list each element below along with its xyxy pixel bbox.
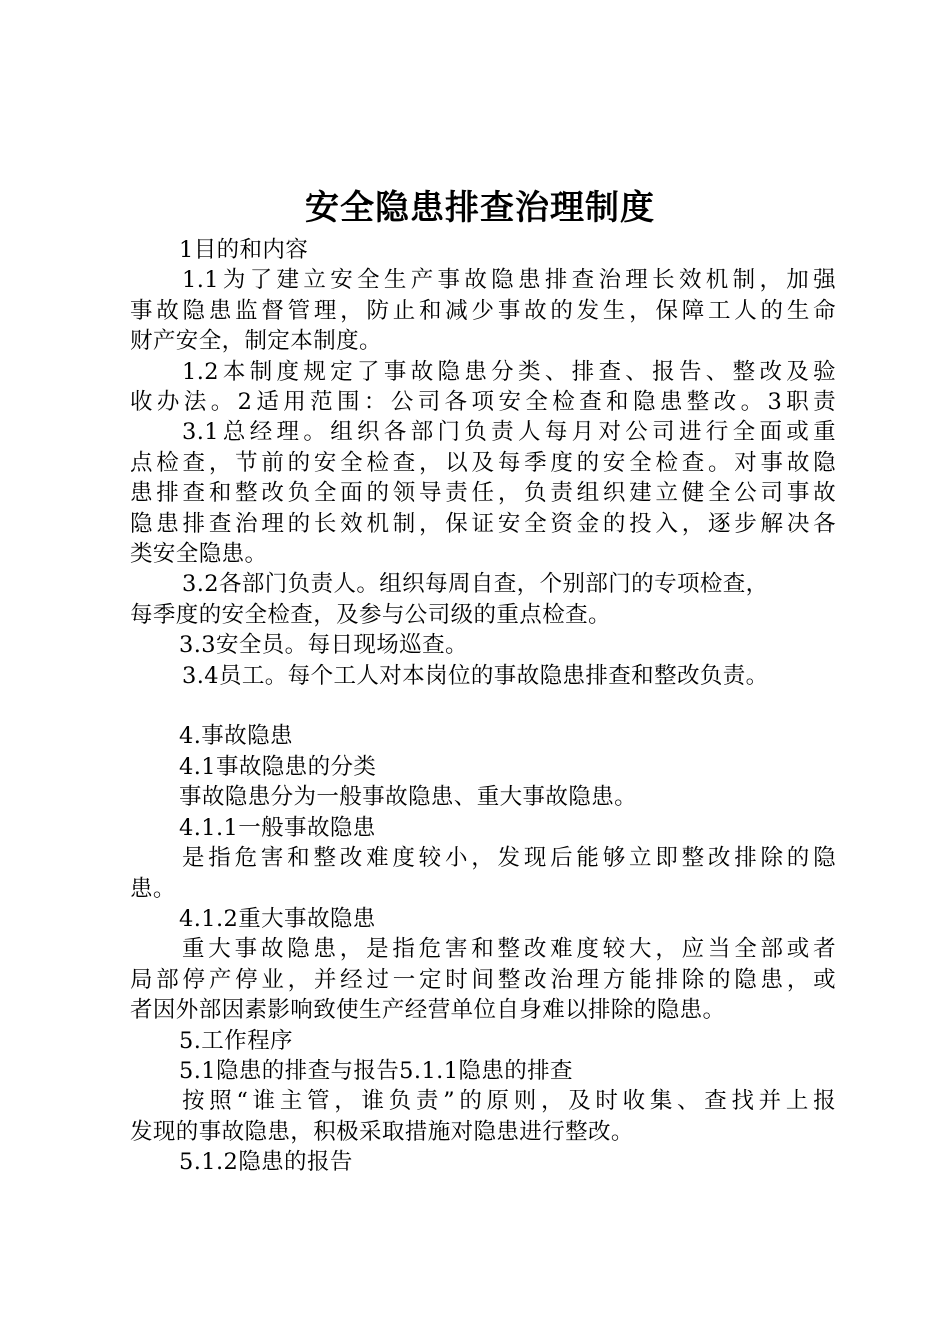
heading-4-1-1: 4.1.1一般事故隐患: [179, 814, 376, 841]
paragraph-line: 3.2各部门负责人。组织每周自查，个别部门的专项检查，: [182, 571, 769, 598]
paragraph-line: 按照“谁主管，谁负责”的原则，及时收集、查找并上报: [182, 1088, 836, 1115]
paragraph-line: 每季度的安全检查，及参与公司级的重点检查。: [130, 601, 611, 628]
document-body: [130, 235, 836, 1178]
paragraph-line: 财产安全，制定本制度。: [130, 328, 382, 355]
paragraph-line: 1.1为了建立安全生产事故隐患排查治理长效机制，加强: [182, 267, 836, 294]
heading-5-1: 5.1隐患的排查与报告5.1.1隐患的排查: [179, 1057, 573, 1084]
paragraph-line: 患排查和整改负全面的领导责任，负责组织建立健全公司事故: [130, 480, 836, 507]
paragraph-line: 事故隐患监督管理，防止和减少事故的发生，保障工人的生命: [130, 297, 836, 324]
heading-1: 1目的和内容: [179, 237, 309, 263]
paragraph-line: 类安全隐患。: [130, 541, 268, 568]
paragraph-line: 是指危害和整改难度较小，发现后能够立即整改排除的隐: [182, 845, 836, 872]
paragraph-line: 3.1总经理。组织各部门负责人每月对公司进行全面或重: [182, 419, 836, 446]
blank-line: [130, 691, 836, 721]
heading-4-1: 4.1事故隐患的分类: [179, 753, 377, 780]
heading-5-1-2: 5.1.2隐患的报告: [179, 1149, 353, 1176]
paragraph-line: 收办法。2适用范围：公司各项安全检查和隐患整改。3职责: [130, 389, 836, 416]
paragraph-line: 发现的事故隐患，积极采取措施对隐患进行整改。: [130, 1118, 634, 1145]
paragraph-line: 3.3安全员。每日现场巡查。: [179, 632, 468, 659]
paragraph-line: 隐患排查治理的长效机制，保证安全资金的投入，逐步解决各: [130, 510, 836, 537]
heading-5: 5.工作程序: [179, 1027, 293, 1054]
heading-4-1-2: 4.1.2重大事故隐患: [179, 905, 376, 932]
paragraph-line: 者因外部因素影响致使生产经营单位自身难以排除的隐患。: [130, 997, 726, 1024]
paragraph-line: 1.2本制度规定了事故隐患分类、排查、报告、整改及验: [182, 358, 836, 385]
paragraph-line: 患。: [130, 875, 176, 902]
paragraph-line: 事故隐患分为一般事故隐患、重大事故隐患。: [179, 784, 638, 811]
paragraph-line: 重大事故隐患，是指危害和整改难度较大，应当全部或者: [182, 936, 836, 963]
paragraph-line: 3.4员工。每个工人对本岗位的事故隐患排查和整改负责。: [182, 662, 769, 689]
paragraph-line: 点检查，节前的安全检查，以及每季度的安全检查。对事故隐: [130, 449, 836, 476]
heading-4: 4.事故隐患: [179, 723, 293, 750]
paragraph-line: 局部停产停业，并经过一定时间整改治理方能排除的隐患，或: [130, 966, 836, 993]
document-title: 安全隐患排查治理制度: [305, 188, 655, 228]
